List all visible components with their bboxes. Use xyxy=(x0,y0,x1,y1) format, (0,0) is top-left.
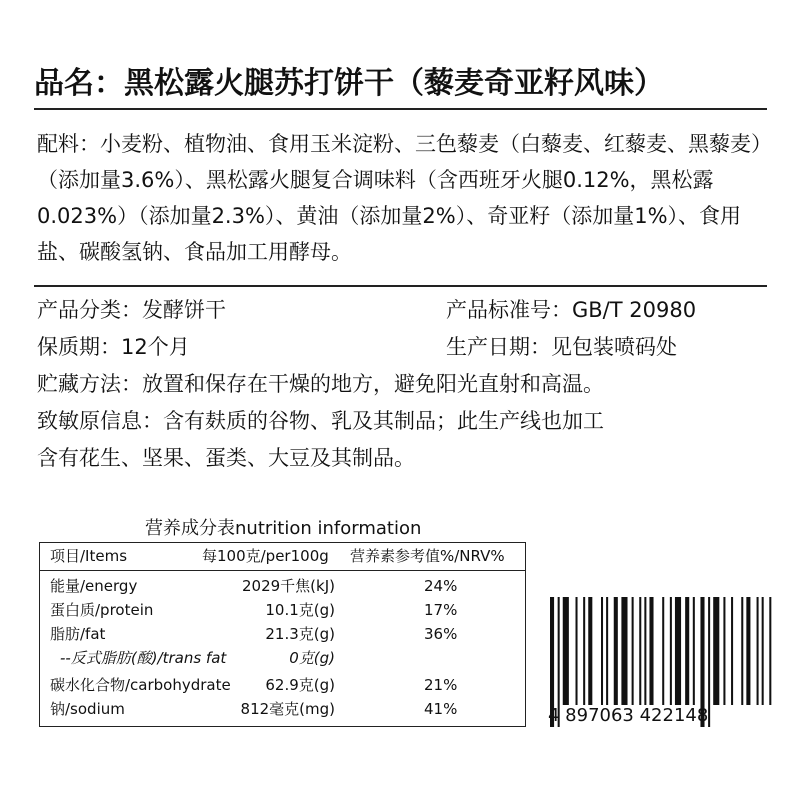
table-row xyxy=(40,697,525,721)
barcode-bar xyxy=(757,597,759,705)
table-row xyxy=(40,574,525,598)
table-row xyxy=(40,598,525,622)
nutrition-header-row xyxy=(40,543,525,571)
row-nrv: 21% xyxy=(424,676,458,694)
barcode-bar xyxy=(670,597,672,705)
barcode-bar xyxy=(662,597,664,705)
category-text: 产品分类：发酵饼干 xyxy=(37,298,226,322)
product-title: 品名：黑松露火腿苏打饼干（藜麦奇亚籽风味） xyxy=(34,66,664,101)
divider-middle xyxy=(34,285,767,287)
row-item: 脂肪/fat xyxy=(50,625,106,643)
barcode-digits: 4 897063 422148 xyxy=(548,705,709,726)
barcode-bar xyxy=(731,597,733,705)
barcode-bar xyxy=(723,597,725,705)
barcode-bar xyxy=(769,597,771,705)
barcode-bar xyxy=(639,597,641,705)
row-nrv: 36% xyxy=(424,625,458,643)
row-value: 2029千焦(kJ) xyxy=(242,577,335,595)
barcode-bar xyxy=(685,597,689,705)
row-value: 21.3克(g) xyxy=(265,625,335,643)
row-item: 蛋白质/protein xyxy=(50,601,154,619)
row-value: 0克(g) xyxy=(289,649,335,667)
barcode-bar xyxy=(644,597,646,705)
barcode-bar xyxy=(576,597,578,705)
barcode-bar xyxy=(693,597,695,705)
barcode-bar xyxy=(588,597,592,705)
row-nrv: 17% xyxy=(424,601,458,619)
allergen-line-2: 含有花生、坚果、蛋类、大豆及其制品。 xyxy=(37,446,415,470)
row-item: 能量/energy xyxy=(50,577,138,595)
barcode-bar xyxy=(614,597,618,705)
barcode-bar xyxy=(741,597,743,705)
nutrition-caption: 营养成分表nutrition information xyxy=(145,518,422,539)
barcode-bar xyxy=(713,597,719,705)
production-date-text: 生产日期：见包装喷码处 xyxy=(446,335,677,359)
allergen-line-1: 致敏原信息：含有麸质的谷物、乳及其制品；此生产线也加工 xyxy=(37,409,604,433)
shelf-life-text: 保质期：12个月 xyxy=(37,335,190,359)
nutrition-table xyxy=(39,542,526,727)
barcode-bar xyxy=(606,597,608,705)
row-value: 812毫克(mg) xyxy=(240,700,335,718)
row-value: 10.1克(g) xyxy=(265,601,335,619)
barcode-bar xyxy=(563,597,569,705)
header-per100: 每100克/per100g xyxy=(202,547,329,565)
row-item: --反式脂肪(酸)/trans fat xyxy=(60,649,227,667)
table-row xyxy=(40,673,525,697)
row-nrv: 24% xyxy=(424,577,458,595)
barcode-bar xyxy=(621,597,627,705)
row-item: 碳水化合物/carbohydrate xyxy=(50,676,231,694)
barcode-bar xyxy=(601,597,603,705)
barcode-bar xyxy=(649,597,653,705)
row-value: 62.9克(g) xyxy=(265,676,335,694)
ingredients-text: 配料：小麦粉、植物油、食用玉米淀粉、三色藜麦（白藜麦、红藜麦、黑藜麦）（添加量3.6%）、黑松露火腿复合调味料（含西班牙火腿0.12%，黑松露0.023%）（添加量2.3%）、黄油（添加量2%）、奇亚籽（添加量1%）、食用盐、碳酸氢钠、食品加工用酵母。 xyxy=(37,132,772,264)
storage-text: 贮藏方法：放置和保存在干燥的地方，避免阳光直射和高温。 xyxy=(37,372,604,396)
table-row xyxy=(40,622,525,646)
barcode-bar xyxy=(762,597,764,705)
standard-text: 产品标准号：GB/T 20980 xyxy=(446,298,697,322)
divider-top xyxy=(34,108,767,110)
table-row xyxy=(40,646,525,670)
barcode-bar xyxy=(632,597,634,705)
barcode-bar xyxy=(708,597,710,727)
header-item: 项目/Items xyxy=(50,547,128,565)
header-nrv: 营养素参考值%/NRV% xyxy=(350,547,505,565)
row-nrv: 41% xyxy=(424,700,458,718)
barcode-bar xyxy=(675,597,681,705)
barcode-bar xyxy=(746,597,750,705)
barcode-bar xyxy=(583,597,585,705)
row-item: 钠/sodium xyxy=(50,700,125,718)
